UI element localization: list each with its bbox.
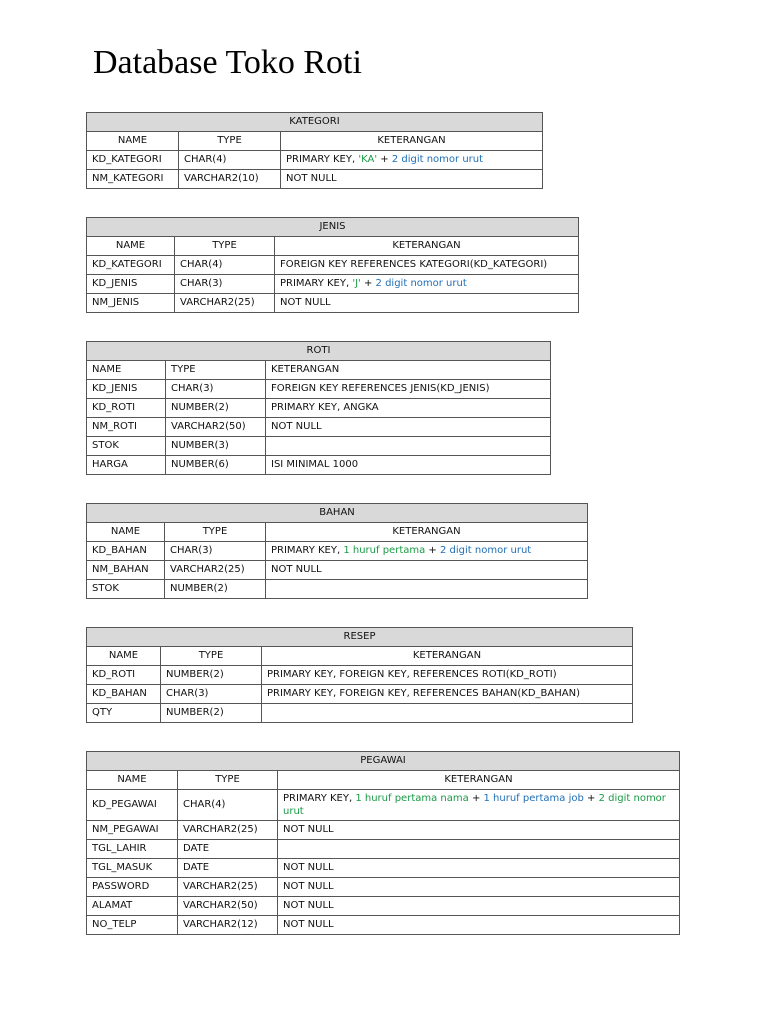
table-row	[87, 704, 633, 723]
field-keterangan: PRIMARY KEY, FOREIGN KEY, REFERENCES ROTI(KD_ROTI)	[262, 666, 633, 685]
field-name: HARGA	[87, 456, 166, 475]
field-type: NUMBER(2)	[161, 704, 262, 723]
column-header-name: NAME	[87, 361, 166, 380]
field-type: VARCHAR2(12)	[178, 916, 278, 935]
table-row	[87, 256, 579, 275]
column-header-keterangan: KETERANGAN	[278, 771, 680, 790]
field-name: KD_ROTI	[87, 666, 161, 685]
field-keterangan: NOT NULL	[266, 418, 551, 437]
keterangan-part: PRIMARY KEY,	[271, 545, 344, 556]
keterangan-highlight: 2 digit nomor urut	[375, 278, 467, 289]
column-header-keterangan: KETERANGAN	[266, 361, 551, 380]
field-name: KD_KATEGORI	[87, 151, 179, 170]
table-title: RESEP	[87, 628, 633, 647]
field-keterangan	[278, 790, 680, 821]
keterangan-part: PRIMARY KEY,	[286, 154, 359, 165]
table-row	[87, 437, 551, 456]
table-row	[87, 859, 680, 878]
field-type: CHAR(4)	[175, 256, 275, 275]
column-header-name: NAME	[87, 132, 179, 151]
table-title: PEGAWAI	[87, 752, 680, 771]
table-pegawai	[86, 751, 680, 935]
column-header-name: NAME	[87, 523, 165, 542]
column-header-name: NAME	[87, 647, 161, 666]
field-name: KD_JENIS	[87, 275, 175, 294]
column-header-type: TYPE	[161, 647, 262, 666]
table-row	[87, 878, 680, 897]
field-keterangan: NOT NULL	[281, 170, 543, 189]
field-keterangan: FOREIGN KEY REFERENCES JENIS(KD_JENIS)	[266, 380, 551, 399]
field-type: CHAR(3)	[161, 685, 262, 704]
field-type: VARCHAR2(25)	[175, 294, 275, 313]
field-keterangan: PRIMARY KEY, FOREIGN KEY, REFERENCES BAHAN(KD_BAHAN)	[262, 685, 633, 704]
field-keterangan	[262, 704, 633, 723]
field-type: VARCHAR2(50)	[166, 418, 266, 437]
field-name: NM_ROTI	[87, 418, 166, 437]
keterangan-part: +	[425, 545, 440, 556]
table-row	[87, 542, 588, 561]
field-keterangan: NOT NULL	[278, 897, 680, 916]
field-name: KD_BAHAN	[87, 685, 161, 704]
field-type: CHAR(3)	[175, 275, 275, 294]
table-row	[87, 666, 633, 685]
keterangan-highlight: 1 huruf pertama	[343, 545, 426, 556]
keterangan-highlight: 2 digit nomor urut	[440, 545, 532, 556]
field-type: CHAR(4)	[179, 151, 281, 170]
column-header-keterangan: KETERANGAN	[275, 237, 579, 256]
field-type: CHAR(4)	[178, 790, 278, 821]
field-name: KD_KATEGORI	[87, 256, 175, 275]
keterangan-part: +	[360, 278, 376, 289]
table-title: BAHAN	[87, 504, 588, 523]
field-keterangan: NOT NULL	[266, 561, 588, 580]
keterangan-highlight: 1 huruf pertama nama	[355, 793, 469, 804]
field-keterangan: PRIMARY KEY, ANGKA	[266, 399, 551, 418]
table-bahan	[86, 503, 588, 599]
table-jenis	[86, 217, 579, 313]
field-name: TGL_MASUK	[87, 859, 178, 878]
table-row	[87, 840, 680, 859]
field-name: STOK	[87, 437, 166, 456]
table-roti	[86, 341, 551, 475]
table-row	[87, 151, 543, 170]
field-name: KD_ROTI	[87, 399, 166, 418]
table-row	[87, 685, 633, 704]
field-keterangan	[266, 542, 588, 561]
column-header-type: TYPE	[179, 132, 281, 151]
keterangan-part: +	[377, 154, 392, 165]
field-name: PASSWORD	[87, 878, 178, 897]
table-title: KATEGORI	[87, 113, 543, 132]
field-name: KD_JENIS	[87, 380, 166, 399]
column-header-type: TYPE	[165, 523, 266, 542]
keterangan-highlight: 'KA'	[358, 154, 378, 165]
field-type: VARCHAR2(25)	[178, 878, 278, 897]
table-row	[87, 580, 588, 599]
keterangan-highlight: 1 huruf pertama job	[483, 793, 584, 804]
field-type: NUMBER(2)	[161, 666, 262, 685]
field-name: NM_PEGAWAI	[87, 821, 178, 840]
field-name: QTY	[87, 704, 161, 723]
table-title: ROTI	[87, 342, 551, 361]
keterangan-part: PRIMARY KEY,	[280, 278, 353, 289]
field-name: NM_JENIS	[87, 294, 175, 313]
table-row	[87, 294, 579, 313]
keterangan-part: +	[583, 793, 599, 804]
field-type: DATE	[178, 840, 278, 859]
column-header-keterangan: KETERANGAN	[262, 647, 633, 666]
field-keterangan	[281, 151, 543, 170]
field-type: DATE	[178, 859, 278, 878]
field-name: NO_TELP	[87, 916, 178, 935]
field-keterangan: NOT NULL	[278, 916, 680, 935]
field-keterangan: ISI MINIMAL 1000	[266, 456, 551, 475]
field-type: NUMBER(3)	[166, 437, 266, 456]
keterangan-part: +	[468, 793, 484, 804]
column-header-name: NAME	[87, 237, 175, 256]
table-row	[87, 380, 551, 399]
field-type: NUMBER(2)	[165, 580, 266, 599]
column-header-keterangan: KETERANGAN	[266, 523, 588, 542]
field-name: KD_BAHAN	[87, 542, 165, 561]
field-name: ALAMAT	[87, 897, 178, 916]
keterangan-highlight: 2 digit nomor urut	[391, 154, 484, 165]
field-name: TGL_LAHIR	[87, 840, 178, 859]
field-type: NUMBER(2)	[166, 399, 266, 418]
field-type: CHAR(3)	[166, 380, 266, 399]
field-type: CHAR(3)	[165, 542, 266, 561]
table-row	[87, 916, 680, 935]
field-keterangan	[266, 437, 551, 456]
field-type: VARCHAR2(25)	[178, 821, 278, 840]
field-keterangan: NOT NULL	[275, 294, 579, 313]
keterangan-part: PRIMARY KEY,	[283, 793, 356, 804]
table-row	[87, 170, 543, 189]
table-row	[87, 456, 551, 475]
field-name: STOK	[87, 580, 165, 599]
field-name: KD_PEGAWAI	[87, 790, 178, 821]
table-row	[87, 561, 588, 580]
field-keterangan	[275, 275, 579, 294]
field-keterangan	[278, 840, 680, 859]
field-type: NUMBER(6)	[166, 456, 266, 475]
field-type: VARCHAR2(50)	[178, 897, 278, 916]
table-row	[87, 897, 680, 916]
field-keterangan: NOT NULL	[278, 878, 680, 897]
column-header-type: TYPE	[175, 237, 275, 256]
keterangan-highlight: 2 digit nomor urut	[283, 793, 666, 817]
column-header-name: NAME	[87, 771, 178, 790]
field-keterangan: NOT NULL	[278, 859, 680, 878]
page-title: Database Toko Roti	[93, 44, 362, 81]
table-row	[87, 275, 579, 294]
column-header-type: TYPE	[166, 361, 266, 380]
table-kategori	[86, 112, 543, 189]
table-row	[87, 418, 551, 437]
table-row	[87, 821, 680, 840]
table-row	[87, 399, 551, 418]
keterangan-highlight: 'J'	[352, 278, 361, 289]
column-header-keterangan: KETERANGAN	[281, 132, 543, 151]
table-resep	[86, 627, 633, 723]
field-type: VARCHAR2(10)	[179, 170, 281, 189]
column-header-type: TYPE	[178, 771, 278, 790]
field-keterangan	[266, 580, 588, 599]
table-row	[87, 790, 680, 821]
field-name: NM_KATEGORI	[87, 170, 179, 189]
field-keterangan: NOT NULL	[278, 821, 680, 840]
field-name: NM_BAHAN	[87, 561, 165, 580]
field-keterangan: FOREIGN KEY REFERENCES KATEGORI(KD_KATEGORI)	[275, 256, 579, 275]
table-title: JENIS	[87, 218, 579, 237]
field-type: VARCHAR2(25)	[165, 561, 266, 580]
